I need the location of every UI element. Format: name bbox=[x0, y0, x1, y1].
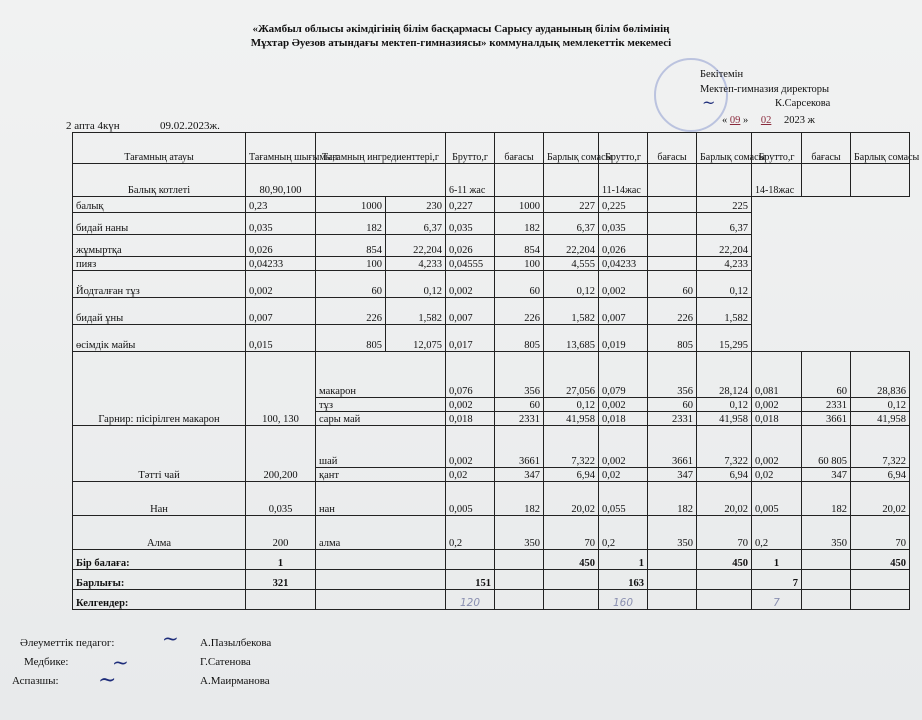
table-cell: 0,002 bbox=[446, 271, 495, 298]
table-cell: 0,018 bbox=[752, 412, 802, 426]
total-row: Барлығы: 321 151 163 7 bbox=[73, 570, 910, 590]
came-label: Келгендер: bbox=[73, 590, 246, 610]
table-cell: 0,076 bbox=[446, 352, 495, 398]
table-row bbox=[73, 271, 910, 298]
table-row bbox=[73, 257, 910, 271]
table-cell bbox=[648, 213, 697, 235]
table-cell: 22,204 bbox=[544, 235, 599, 257]
table-cell: 20,02 bbox=[851, 482, 910, 516]
table-cell: 0,2 bbox=[599, 516, 648, 550]
table-cell: 1000 bbox=[316, 197, 386, 213]
signature-role: Медбике: bbox=[24, 656, 69, 668]
table-cell: 60 bbox=[495, 271, 544, 298]
table-cell: 805 bbox=[495, 325, 544, 352]
table-cell: 226 bbox=[316, 298, 386, 325]
table-cell: 0,035 bbox=[446, 213, 495, 235]
table-cell: 0,019 bbox=[599, 325, 648, 352]
table-cell: 6,37 bbox=[697, 213, 752, 235]
table-cell: 854 bbox=[316, 235, 386, 257]
table-cell: 41,958 bbox=[544, 412, 599, 426]
table-cell: 347 bbox=[802, 468, 851, 482]
approval-date: « 09 » 02 2023 ж bbox=[722, 115, 815, 126]
table-cell: 28,836 bbox=[851, 352, 910, 398]
table-cell: 70 bbox=[544, 516, 599, 550]
table-cell: 227 bbox=[544, 197, 599, 213]
signature-name: Г.Сатенова bbox=[200, 656, 251, 668]
table-cell: 0,12 bbox=[544, 271, 599, 298]
col-brutto-2: Брутто,г bbox=[599, 133, 648, 164]
dish-yield: 200,200 bbox=[246, 426, 316, 482]
table-cell: 41,958 bbox=[697, 412, 752, 426]
col-brutto-1: Брутто,г bbox=[446, 133, 495, 164]
table-cell: 6,94 bbox=[544, 468, 599, 482]
menu-date: 09.02.2023ж. bbox=[160, 120, 220, 132]
table-cell: 2331 bbox=[648, 412, 697, 426]
table-cell: 0,227 bbox=[446, 197, 495, 213]
table-cell: 7,322 bbox=[697, 426, 752, 468]
table-row bbox=[73, 352, 910, 398]
ingredient-name: жұмыртқа bbox=[73, 235, 246, 257]
table-cell: 182 bbox=[802, 482, 851, 516]
table-cell: 0,005 bbox=[446, 482, 495, 516]
table-cell: 350 bbox=[495, 516, 544, 550]
table-cell: 805 bbox=[648, 325, 697, 352]
table-cell: 0,035 bbox=[246, 213, 316, 235]
table-cell: 0,017 bbox=[446, 325, 495, 352]
table-cell: 0,12 bbox=[386, 271, 446, 298]
ingredient-name: Йодталған тұз bbox=[73, 271, 246, 298]
dish-name: Нан bbox=[73, 482, 246, 516]
dish-name: Тәтті чай bbox=[73, 426, 246, 482]
dish-yield: 80,90,100 bbox=[246, 164, 316, 197]
table-cell: 3661 bbox=[495, 426, 544, 468]
table-cell: 13,685 bbox=[544, 325, 599, 352]
table-cell: 15,295 bbox=[697, 325, 752, 352]
total-label: Барлығы: bbox=[73, 570, 246, 590]
table-cell: 22,204 bbox=[386, 235, 446, 257]
table-cell: 350 bbox=[648, 516, 697, 550]
table-cell: 60 bbox=[316, 271, 386, 298]
table-cell: 41,958 bbox=[851, 412, 910, 426]
col-price-1: бағасы bbox=[495, 133, 544, 164]
table-cell: 60 bbox=[648, 271, 697, 298]
table-cell: 0,02 bbox=[599, 468, 648, 482]
table-cell: 0,002 bbox=[446, 426, 495, 468]
table-cell: 0,12 bbox=[697, 398, 752, 412]
handwritten-signature: ~ bbox=[162, 626, 179, 650]
table-cell: 1,582 bbox=[697, 298, 752, 325]
table-cell: 4,555 bbox=[544, 257, 599, 271]
col-total-1: Барлық сомасы bbox=[544, 133, 599, 164]
table-row bbox=[73, 325, 910, 352]
col-total-3: Барлық сомасы bbox=[851, 133, 910, 164]
ingredient-name: бидай ұны bbox=[73, 298, 246, 325]
table-cell: 182 bbox=[495, 482, 544, 516]
table-cell: 182 bbox=[495, 213, 544, 235]
table-cell: 0,2 bbox=[752, 516, 802, 550]
dish-yield: 200 bbox=[246, 516, 316, 550]
ingredient-name: алма bbox=[316, 516, 446, 550]
table-cell: 4,233 bbox=[697, 257, 752, 271]
table-cell: 0,055 bbox=[599, 482, 648, 516]
table-cell: 0,079 bbox=[599, 352, 648, 398]
table-cell: 0,007 bbox=[446, 298, 495, 325]
table-cell: 4,233 bbox=[386, 257, 446, 271]
table-cell: 0,04233 bbox=[246, 257, 316, 271]
ingredient-name: шай bbox=[316, 426, 446, 468]
signature-name: А.Пазылбекова bbox=[200, 637, 272, 649]
table-cell: 356 bbox=[495, 352, 544, 398]
table-cell: 0,12 bbox=[697, 271, 752, 298]
table-row bbox=[73, 516, 910, 550]
table-cell: 230 bbox=[386, 197, 446, 213]
table-cell: 0,225 bbox=[599, 197, 648, 213]
approval-role: Мектеп-гимназия директоры bbox=[700, 84, 830, 95]
table-cell: 70 bbox=[851, 516, 910, 550]
table-cell bbox=[648, 257, 697, 271]
table-cell: 805 bbox=[316, 325, 386, 352]
ingredient-name: тұз bbox=[316, 398, 446, 412]
table-cell: 100 bbox=[316, 257, 386, 271]
table-cell: 182 bbox=[648, 482, 697, 516]
table-row bbox=[73, 482, 910, 516]
table-cell: 0,002 bbox=[446, 398, 495, 412]
per-child-row: Бір балаға: 1 450 1 450 1 450 bbox=[73, 550, 910, 570]
dish-name: Гарнир: пісірілген макарон bbox=[73, 352, 246, 426]
table-cell: 0,04233 bbox=[599, 257, 648, 271]
table-cell: 6,94 bbox=[697, 468, 752, 482]
table-cell: 182 bbox=[316, 213, 386, 235]
table-cell: 0,02 bbox=[446, 468, 495, 482]
table-cell: 0,002 bbox=[246, 271, 316, 298]
header-line-2: Мұхтар Әуезов атындағы мектеп-гимназиясы» коммуналдық мемлекеттік мекемесі bbox=[250, 37, 672, 49]
table-cell: 100 bbox=[495, 257, 544, 271]
table-cell: 347 bbox=[648, 468, 697, 482]
age-group: 11-14жас bbox=[599, 164, 648, 197]
col-price-3: бағасы bbox=[802, 133, 851, 164]
table-row bbox=[73, 298, 910, 325]
table-cell: 1,582 bbox=[544, 298, 599, 325]
table-cell: 0,026 bbox=[599, 235, 648, 257]
table-cell: 356 bbox=[648, 352, 697, 398]
table-cell: 1000 bbox=[495, 197, 544, 213]
ingredient-name: балық bbox=[73, 197, 246, 213]
approval-title: Бекітемін bbox=[700, 69, 744, 80]
table-cell: 0,026 bbox=[446, 235, 495, 257]
col-ingredients: Тағамның ингредиенттері,г bbox=[316, 133, 446, 164]
signature-name: А.Маирманова bbox=[200, 675, 270, 687]
signature-role: Әлеуметтік педагог: bbox=[20, 637, 115, 649]
ingredient-name: нан bbox=[316, 482, 446, 516]
table-cell: 0,018 bbox=[446, 412, 495, 426]
age-group: 6-11 жас bbox=[446, 164, 495, 197]
table-cell: 0,007 bbox=[599, 298, 648, 325]
table-cell: 60 bbox=[495, 398, 544, 412]
dish-yield: 0,035 bbox=[246, 482, 316, 516]
table-cell: 6,94 bbox=[851, 468, 910, 482]
table-cell: 350 bbox=[802, 516, 851, 550]
menu-table bbox=[72, 132, 920, 610]
table-cell: 6,37 bbox=[544, 213, 599, 235]
table-cell: 226 bbox=[495, 298, 544, 325]
table-cell: 347 bbox=[495, 468, 544, 482]
table-cell: 0,002 bbox=[599, 426, 648, 468]
table-cell: 225 bbox=[697, 197, 752, 213]
table-cell: 27,056 bbox=[544, 352, 599, 398]
table-row bbox=[73, 235, 910, 257]
ingredient-name: сары май bbox=[316, 412, 446, 426]
dish-name: Алма bbox=[73, 516, 246, 550]
ingredient-name: макарон bbox=[316, 352, 446, 398]
table-cell: 2331 bbox=[495, 412, 544, 426]
table-cell: 3661 bbox=[648, 426, 697, 468]
col-yield: Тағамның шығымы,г bbox=[246, 133, 316, 164]
age-group: 14-18жас bbox=[752, 164, 802, 197]
table-cell: 0,002 bbox=[599, 271, 648, 298]
table-cell: 0,02 bbox=[752, 468, 802, 482]
table-cell bbox=[648, 197, 697, 213]
table-cell: 3661 bbox=[802, 412, 851, 426]
table-cell: 0,015 bbox=[246, 325, 316, 352]
table-cell: 0,12 bbox=[544, 398, 599, 412]
table-cell: 12,075 bbox=[386, 325, 446, 352]
came-row: Келгендер: 120 160 7 bbox=[73, 590, 910, 610]
table-cell: 6,37 bbox=[386, 213, 446, 235]
dish-name: Балық котлеті bbox=[73, 164, 246, 197]
ingredient-name: қант bbox=[316, 468, 446, 482]
table-cell: 0,2 bbox=[446, 516, 495, 550]
table-cell: 1,582 bbox=[386, 298, 446, 325]
dish-yield: 100, 130 bbox=[246, 352, 316, 426]
table-cell: 0,007 bbox=[246, 298, 316, 325]
table-cell: 60 bbox=[802, 352, 851, 398]
table-cell: 0,035 bbox=[599, 213, 648, 235]
table-cell: 0,12 bbox=[851, 398, 910, 412]
table-cell: 0,018 bbox=[599, 412, 648, 426]
table-cell: 0,005 bbox=[752, 482, 802, 516]
table-cell: 0,002 bbox=[752, 426, 802, 468]
table-cell: 0,23 bbox=[246, 197, 316, 213]
age-group-row bbox=[73, 164, 910, 197]
table-cell: 0,002 bbox=[599, 398, 648, 412]
table-cell: 0,081 bbox=[752, 352, 802, 398]
handwritten-signature: ~ bbox=[98, 668, 117, 693]
table-cell: 28,124 bbox=[697, 352, 752, 398]
col-price-2: бағасы bbox=[648, 133, 697, 164]
per-child-label: Бір балаға: bbox=[73, 550, 246, 570]
table-cell: 854 bbox=[495, 235, 544, 257]
table-cell: 2331 bbox=[802, 398, 851, 412]
approval-name: К.Сарсекова bbox=[775, 98, 831, 109]
ingredient-name: пияз bbox=[73, 257, 246, 271]
table-cell: 0,04555 bbox=[446, 257, 495, 271]
table-header-row bbox=[73, 133, 910, 164]
director-signature: ~ bbox=[702, 93, 716, 112]
table-cell: 60 805 bbox=[802, 426, 851, 468]
table-cell bbox=[648, 235, 697, 257]
table-cell: 0,026 bbox=[246, 235, 316, 257]
col-brutto-3: Брутто,г bbox=[752, 133, 802, 164]
ingredient-name: бидай наны bbox=[73, 213, 246, 235]
table-cell: 22,204 bbox=[697, 235, 752, 257]
table-cell: 7,322 bbox=[851, 426, 910, 468]
menu-week-day: 2 апта 4күн bbox=[66, 120, 120, 132]
table-cell: 0,002 bbox=[752, 398, 802, 412]
table-row bbox=[73, 197, 910, 213]
signature-role: Аспазшы: bbox=[12, 675, 59, 687]
table-cell: 70 bbox=[697, 516, 752, 550]
table-cell: 20,02 bbox=[697, 482, 752, 516]
table-cell: 60 bbox=[648, 398, 697, 412]
ingredient-name: өсімдік майы bbox=[73, 325, 246, 352]
table-row bbox=[73, 426, 910, 468]
col-dish-name: Тағамның атауы bbox=[73, 133, 246, 164]
table-cell: 226 bbox=[648, 298, 697, 325]
table-cell: 20,02 bbox=[544, 482, 599, 516]
col-total-2: Барлық сомасы bbox=[697, 133, 752, 164]
table-row bbox=[73, 213, 910, 235]
table-cell: 7,322 bbox=[544, 426, 599, 468]
handwritten-signature: ~ bbox=[112, 650, 129, 674]
header-line-1: «Жамбыл облысы әкімдігінің білім басқармасы Сарысу ауданының білім бөлімінің bbox=[252, 23, 670, 35]
